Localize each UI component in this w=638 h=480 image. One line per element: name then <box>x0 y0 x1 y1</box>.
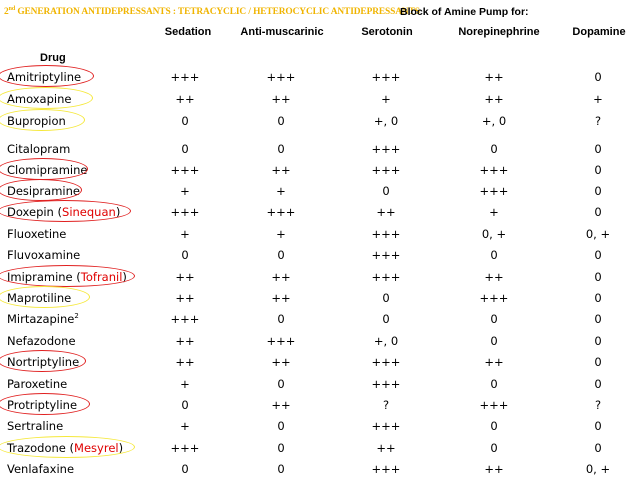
table-row <box>0 140 638 160</box>
drug-name <box>7 114 66 128</box>
drug-name <box>7 334 76 348</box>
table-cell: ++ <box>484 270 504 284</box>
drug-name-text: Amoxapine <box>7 92 72 106</box>
table-cell: +++ <box>266 334 296 348</box>
drug-column-header: Drug <box>40 52 66 64</box>
table-cell: +++ <box>371 377 401 391</box>
drug-name-text: Desipramine <box>7 184 80 198</box>
drug-name-text: Paroxetine <box>7 377 68 391</box>
table-cell: + <box>180 377 190 391</box>
table-cell: 0 <box>594 377 602 391</box>
drug-name <box>7 163 88 177</box>
trade-name: Mesyrel <box>74 441 119 455</box>
table-cell: 0 <box>594 291 602 305</box>
drug-name <box>7 377 67 391</box>
table-row <box>0 310 638 330</box>
table-cell: +++ <box>479 184 509 198</box>
table-cell: ? <box>594 398 602 412</box>
drug-name-text: Maprotiline <box>7 291 72 305</box>
table-cell: 0 <box>594 248 602 262</box>
drug-name-text: Nortriptyline <box>7 355 80 369</box>
table-row <box>0 90 638 110</box>
table-row <box>0 203 638 223</box>
drug-name-text: Protriptyline <box>7 398 78 412</box>
column-header-norepinephrine: Norepinephrine <box>458 26 540 38</box>
table-cell: +++ <box>371 227 401 241</box>
table-row <box>0 112 638 132</box>
table-cell: ++ <box>271 92 291 106</box>
drug-name <box>7 70 81 84</box>
table-cell: 0 <box>490 142 498 156</box>
table-row <box>0 182 638 202</box>
table-cell: +++ <box>371 270 401 284</box>
table-row <box>0 332 638 352</box>
table-cell: ++ <box>484 70 504 84</box>
table-cell: ++ <box>484 355 504 369</box>
table-row <box>0 161 638 181</box>
drug-name <box>7 248 80 262</box>
table-cell: 0 <box>382 312 390 326</box>
drug-name <box>7 184 80 198</box>
table-cell: ++ <box>271 291 291 305</box>
table-row <box>0 417 638 437</box>
table-cell: 0 <box>277 441 285 455</box>
table-cell: 0 <box>490 334 498 348</box>
drug-name <box>7 227 66 241</box>
table-cell: ++ <box>271 163 291 177</box>
table-cell: + <box>593 92 603 106</box>
table-row <box>0 68 638 88</box>
table-cell: 0 <box>181 462 189 476</box>
table-cell: 0 <box>594 312 602 326</box>
table-cell: 0 <box>382 184 390 198</box>
drug-name-text: Fluvoxamine <box>7 248 81 262</box>
table-cell: +++ <box>371 355 401 369</box>
drug-name: Doxepin (Sinequan) <box>7 205 121 219</box>
table-cell: 0, + <box>585 462 611 476</box>
table-cell: +++ <box>170 163 200 177</box>
table-row <box>0 460 638 480</box>
drug-name <box>7 291 71 305</box>
table-cell: +++ <box>371 70 401 84</box>
drug-name <box>7 462 74 476</box>
table-cell: +++ <box>371 163 401 177</box>
table-cell: 0 <box>277 462 285 476</box>
table-cell: 0 <box>277 312 285 326</box>
table-row <box>0 375 638 395</box>
table-cell: 0 <box>594 142 602 156</box>
table-cell: ++ <box>271 355 291 369</box>
drug-name: Trazodone (Mesyrel) <box>7 441 124 455</box>
table-cell: + <box>180 227 190 241</box>
table-cell: 0 <box>277 377 285 391</box>
table-row <box>0 353 638 373</box>
table-cell: 0 <box>490 312 498 326</box>
trade-name: Sinequan <box>62 205 116 219</box>
table-cell: +, 0 <box>373 114 399 128</box>
table-cell: + <box>276 184 286 198</box>
table-cell: +++ <box>479 163 509 177</box>
drug-name <box>7 419 63 433</box>
drug-name-text: Citalopram <box>7 142 71 156</box>
table-cell: ++ <box>271 270 291 284</box>
table-cell: ++ <box>175 355 195 369</box>
column-header-anti-muscarinic: Anti-muscarinic <box>240 26 324 38</box>
table-row <box>0 289 638 309</box>
table-cell: 0 <box>277 248 285 262</box>
table-cell: ++ <box>175 92 195 106</box>
drug-name <box>7 398 77 412</box>
table-cell: 0 <box>490 419 498 433</box>
table-cell: +++ <box>170 205 200 219</box>
table-cell: 0 <box>594 270 602 284</box>
table-cell: 0 <box>594 70 602 84</box>
drug-name <box>7 92 71 106</box>
table-cell: 0 <box>594 419 602 433</box>
column-header-sedation: Sedation <box>164 26 212 38</box>
table-cell: +, 0 <box>373 334 399 348</box>
table-cell: +++ <box>479 398 509 412</box>
table-cell: +++ <box>479 291 509 305</box>
table-cell: +++ <box>371 142 401 156</box>
drug-name <box>7 312 79 326</box>
drug-name-text: Imipramine <box>7 270 73 284</box>
table-cell: ? <box>382 398 390 412</box>
table-cell: 0 <box>490 377 498 391</box>
table-cell: 0 <box>181 248 189 262</box>
drug-name-text: Venlafaxine <box>7 462 75 476</box>
column-header-dopamine: Dopamine <box>572 26 626 38</box>
table-row <box>0 396 638 416</box>
table-cell: ++ <box>484 462 504 476</box>
table-cell: +++ <box>170 312 200 326</box>
drug-name-text: Fluoxetine <box>7 227 67 241</box>
block-header: Block of Amine Pump for: <box>400 6 529 18</box>
drug-name: Imipramine (Tofranil) <box>7 270 127 284</box>
table-cell: + <box>381 92 391 106</box>
drug-name-text: Bupropion <box>7 114 66 128</box>
drug-name-text: Mirtazapine <box>7 312 75 326</box>
table-cell: 0, + <box>481 227 507 241</box>
column-header-serotonin: Serotonin <box>361 26 413 38</box>
table-cell: + <box>276 227 286 241</box>
table-cell: 0 <box>181 398 189 412</box>
footnote-marker: 2 <box>74 312 79 321</box>
drug-name-text: Doxepin <box>7 205 54 219</box>
table-cell: 0 <box>181 114 189 128</box>
table-cell: 0 <box>594 334 602 348</box>
table-cell: 0 <box>277 419 285 433</box>
table-cell: 0 <box>594 184 602 198</box>
table-cell: +++ <box>371 462 401 476</box>
drug-name-text: Trazodone <box>7 441 66 455</box>
table-cell: 0 <box>594 163 602 177</box>
table-cell: +++ <box>170 441 200 455</box>
table-cell: ++ <box>175 334 195 348</box>
table-cell: +++ <box>371 419 401 433</box>
table-cell: +++ <box>170 70 200 84</box>
drug-name <box>7 355 79 369</box>
drug-name-text: Clomipramine <box>7 163 88 177</box>
trade-name: Tofranil <box>80 270 123 284</box>
table-cell: ++ <box>376 441 396 455</box>
table-cell: 0 <box>181 142 189 156</box>
table-cell: ++ <box>175 291 195 305</box>
table-cell: 0 <box>277 142 285 156</box>
table-cell: +++ <box>266 70 296 84</box>
drug-name <box>7 142 70 156</box>
drug-name-text: Nefazodone <box>7 334 76 348</box>
table-row <box>0 439 638 459</box>
table-cell: ? <box>594 114 602 128</box>
page-title: 2nd GENERATION ANTIDEPRESSANTS : TETRACYCLIC / HETEROCYCLIC ANTIDEPRESSANTS <box>4 6 420 18</box>
table-cell: + <box>489 205 499 219</box>
table-cell: 0 <box>594 441 602 455</box>
table-cell: 0 <box>277 114 285 128</box>
table-cell: 0 <box>594 205 602 219</box>
table-cell: ++ <box>484 92 504 106</box>
table-row <box>0 246 638 266</box>
table-cell: 0, + <box>585 227 611 241</box>
table-cell: ++ <box>376 205 396 219</box>
table-cell: + <box>180 184 190 198</box>
table-cell: ++ <box>271 398 291 412</box>
table-row <box>0 268 638 288</box>
table-cell: 0 <box>382 291 390 305</box>
table-cell: ++ <box>175 270 195 284</box>
table-cell: +, 0 <box>481 114 507 128</box>
table-cell: 0 <box>490 441 498 455</box>
table-cell: 0 <box>490 248 498 262</box>
drug-name-text: Sertraline <box>7 419 64 433</box>
table-cell: + <box>180 419 190 433</box>
table-cell: 0 <box>594 355 602 369</box>
drug-name-text: Amitriptyline <box>7 70 82 84</box>
table-cell: +++ <box>371 248 401 262</box>
table-cell: +++ <box>266 205 296 219</box>
table-row <box>0 225 638 245</box>
